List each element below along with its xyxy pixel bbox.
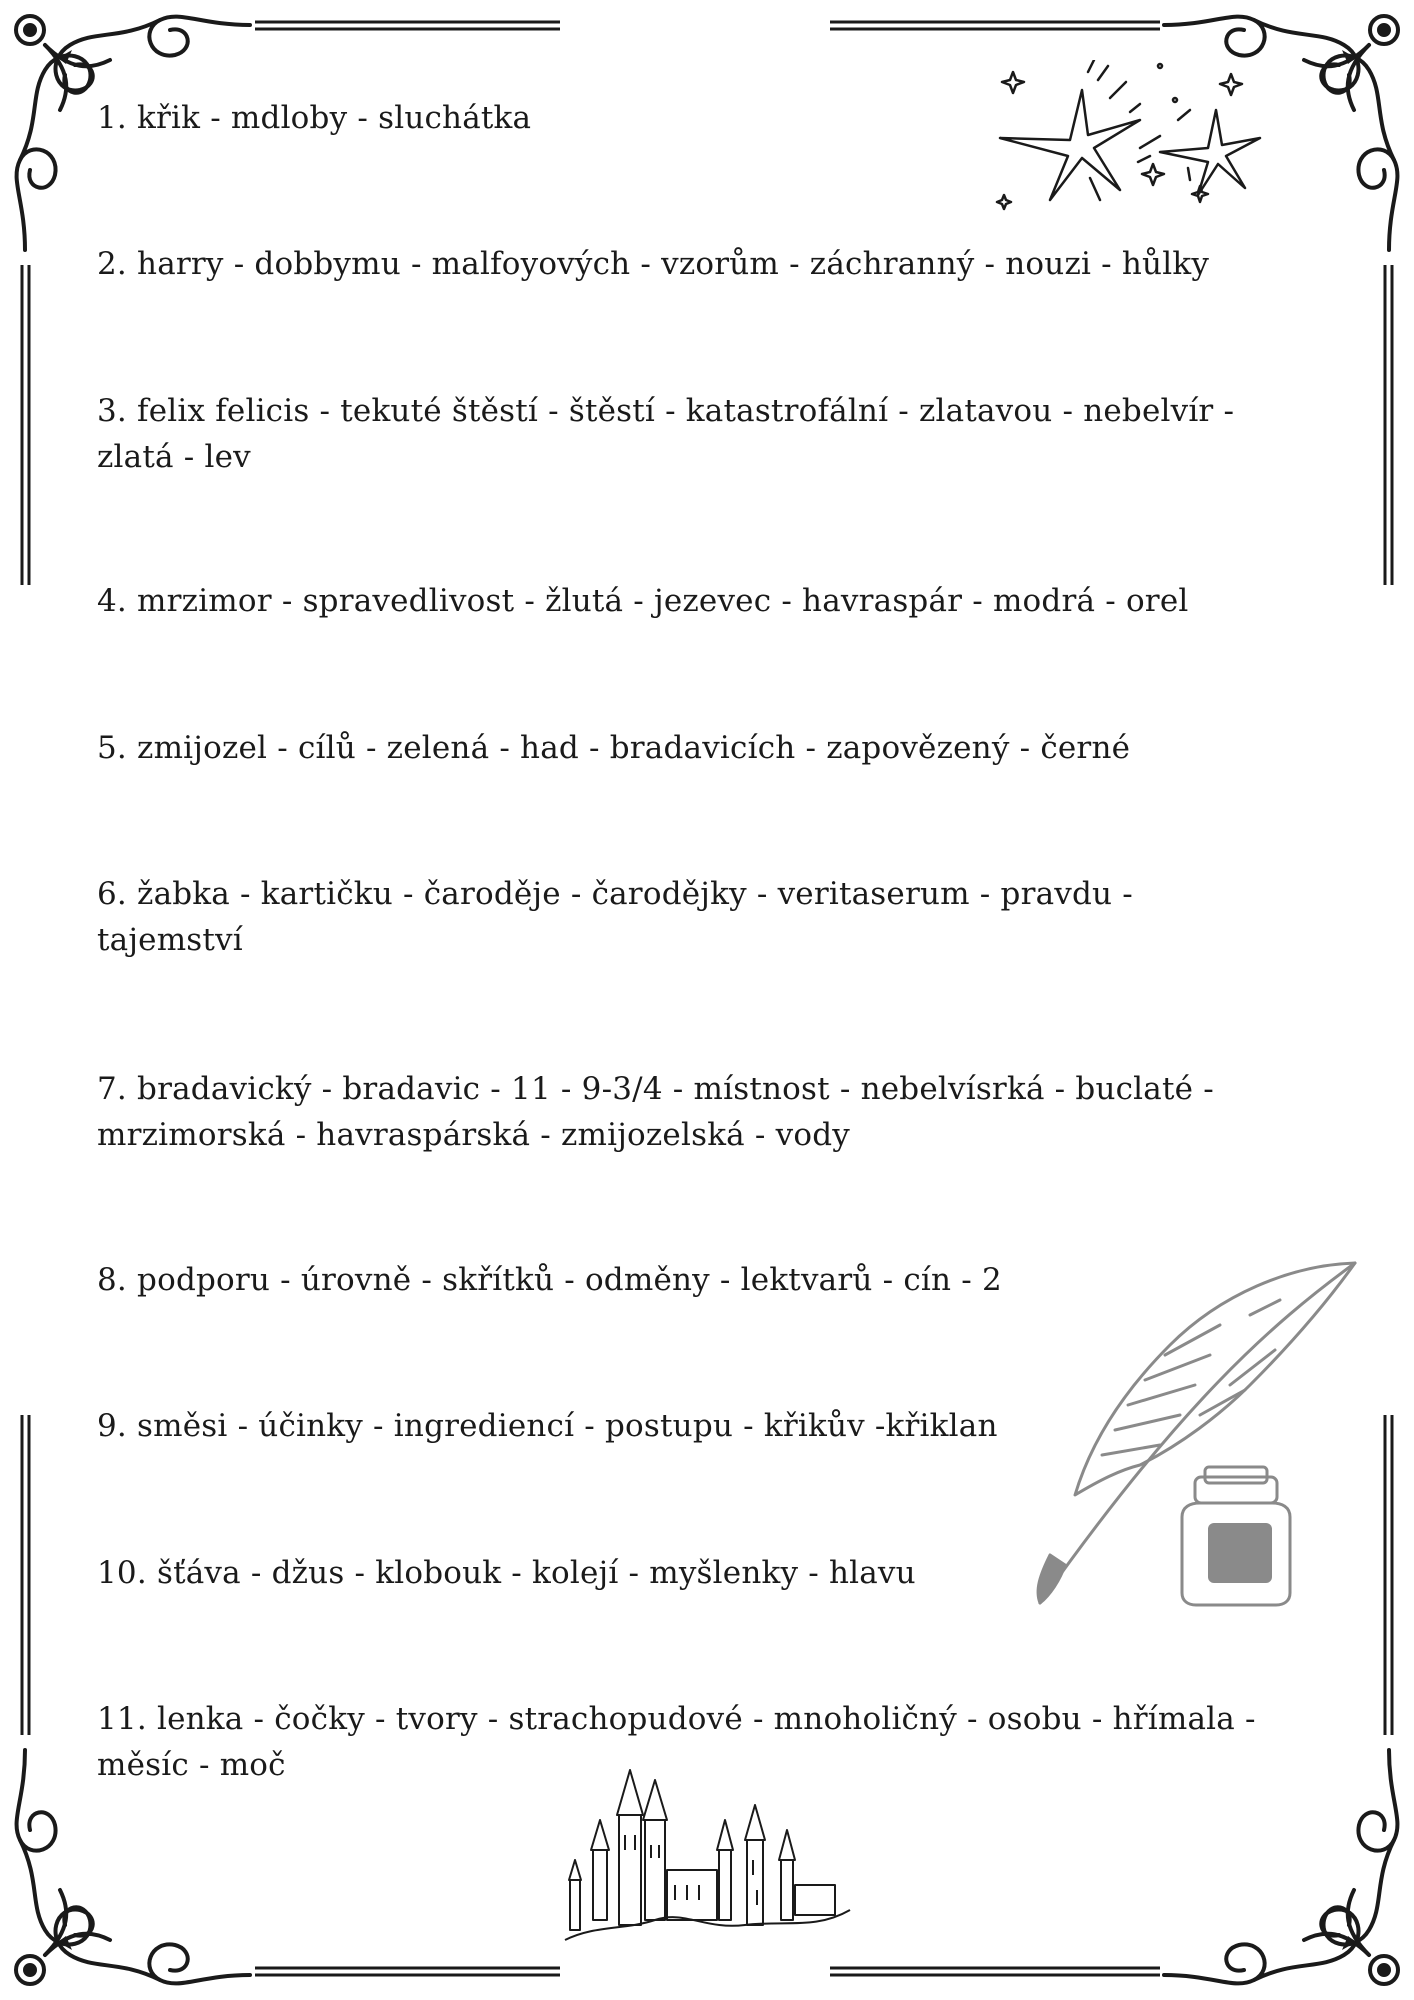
answer-text-continued: zlatá - lev <box>97 439 251 475</box>
answer-text: šťáva - džus - klobouk - kolejí - myšlenky - hlavu <box>156 1555 916 1591</box>
answer-item <box>97 1257 1257 1303</box>
answer-text: žabka - kartičku - čaroděje - čarodějky - veritaserum - pravdu - <box>137 876 1133 912</box>
answer-number: 7. <box>97 1071 127 1107</box>
answer-number: 9. <box>97 1408 127 1444</box>
answer-text: mrzimor - spravedlivost - žlutá - jezevec - havraspár - modrá - orel <box>137 583 1189 619</box>
answer-number: 10. <box>97 1555 147 1591</box>
answer-text: bradavický - bradavic - 11 - 9-3/4 - místnost - nebelvísrká - buclaté - <box>137 1071 1214 1107</box>
answer-text: křik - mdloby - sluchátka <box>137 100 532 136</box>
answer-text: felix felicis - tekuté štěstí - štěstí - katastrofální - zlatavou - nebelvír - <box>137 393 1235 429</box>
answer-text: lenka - čočky - tvory - strachopudové - mnoholičný - osobu - hřímala - <box>156 1701 1256 1737</box>
answer-item <box>97 95 1257 141</box>
answer-item <box>97 1550 1257 1596</box>
answer-number: 11. <box>97 1701 147 1737</box>
answer-text: podporu - úrovně - skřítků - odměny - lektvarů - cín - 2 <box>137 1262 1002 1298</box>
answer-text-continued: měsíc - moč <box>97 1747 286 1783</box>
answer-item <box>97 725 1257 771</box>
answer-number: 5. <box>97 730 127 766</box>
answer-item <box>97 388 1257 480</box>
answer-number: 4. <box>97 583 127 619</box>
answer-text: zmijozel - cílů - zelená - had - bradavicích - zapovězený - černé <box>137 730 1131 766</box>
answer-item <box>97 241 1257 287</box>
answer-item <box>97 1066 1257 1158</box>
answer-text-continued: mrzimorská - havraspárská - zmijozelská - vody <box>97 1117 850 1153</box>
answer-item <box>97 871 1257 963</box>
answer-number: 1. <box>97 100 127 136</box>
answer-item <box>97 1696 1257 1788</box>
answer-text-continued: tajemství <box>97 922 243 958</box>
answer-number: 2. <box>97 246 127 282</box>
answer-number: 8. <box>97 1262 127 1298</box>
answer-item <box>97 1403 1257 1449</box>
answer-item <box>97 578 1257 624</box>
answer-number: 3. <box>97 393 127 429</box>
answer-number: 6. <box>97 876 127 912</box>
answer-text: směsi - účinky - ingrediencí - postupu - křiků‌v -křiklan <box>137 1408 998 1444</box>
answer-text: harry - dobbymu - malfoyových - vzorům - záchranný - nouzi - hůlky <box>137 246 1210 282</box>
castle-sketch-icon <box>555 1760 855 1950</box>
